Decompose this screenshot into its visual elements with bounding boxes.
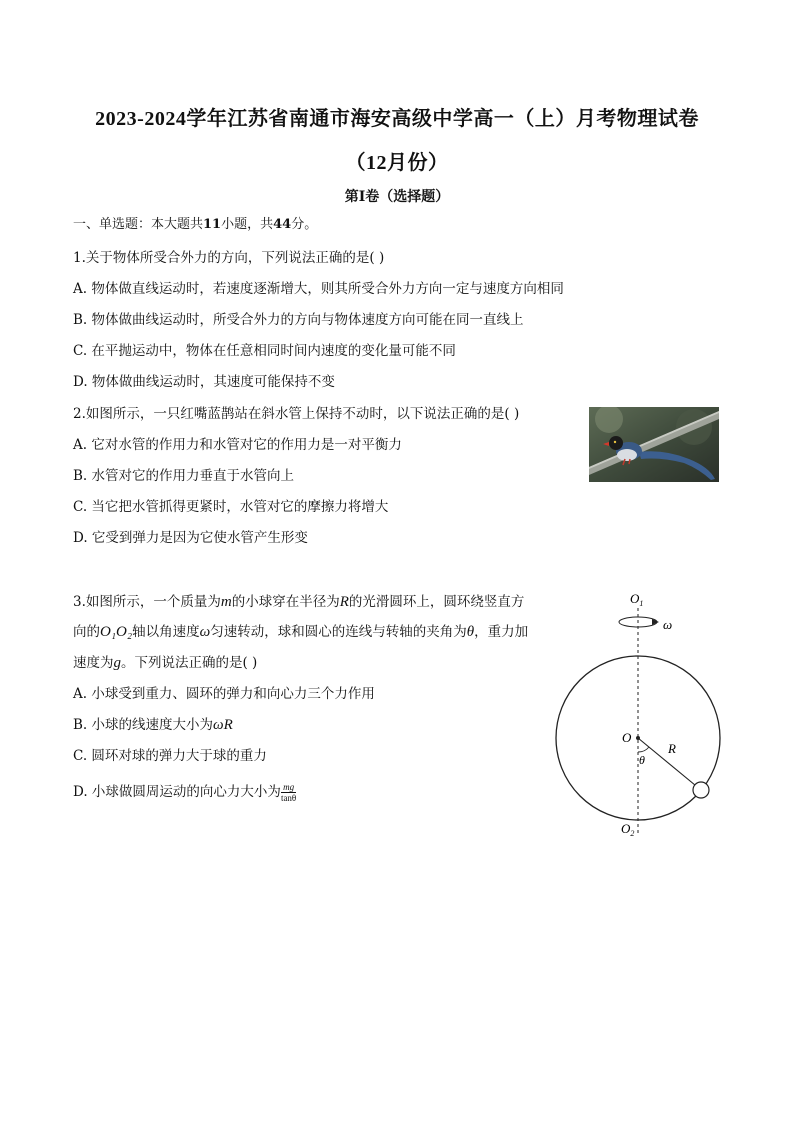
small-ball <box>693 782 709 798</box>
q2-option-a[interactable]: A. 它对水管的作用力和水管对它的作用力是一对平衡力 <box>73 437 402 453</box>
ring-diagram-svg <box>548 586 728 840</box>
label-o1: $O_1$ <box>630 591 644 608</box>
q2-option-c[interactable]: C. 当它把水管抓得更紧时，水管对它的摩擦力将增大 <box>73 499 389 515</box>
label-theta: θ <box>639 753 645 767</box>
center-dot <box>636 736 640 740</box>
q2-option-d[interactable]: D. 它受到弹力是因为它使水管产生形变 <box>73 530 308 546</box>
q1-option-d[interactable]: D. 物体做曲线运动时，其速度可能保持不变 <box>73 374 335 390</box>
q1-option-c[interactable]: C. 在平抛运动中，物体在任意相同时间内速度的变化量可能不同 <box>73 343 456 359</box>
q3-option-c[interactable]: C. 圆环对球的弹力大于球的重力 <box>73 748 267 764</box>
label-r: R <box>668 741 676 756</box>
q1-option-a[interactable]: A. 物体做直线运动时，若速度逐渐增大，则其所受合外力方向一定与速度方向相同 <box>73 281 564 297</box>
label-o: O <box>622 730 632 745</box>
ring-diagram <box>548 586 728 840</box>
label-omega: ω <box>663 617 673 632</box>
bird-on-pipe-photo <box>589 407 719 482</box>
q3-stem-line3: 速度为g。下列说法正确的是( ) <box>73 655 258 671</box>
q2-option-b[interactable]: B. 水管对它的作用力垂直于水管向上 <box>73 468 295 484</box>
q3-option-d[interactable]: D. 小球做圆周运动的向心力大小为 $\frac{mg}{\tan\theta}$ <box>73 782 297 803</box>
fraction-mg-over-tan-theta: $\frac{mg}{\tan\theta}$ <box>280 782 297 803</box>
bird-photo-illustration <box>589 407 719 482</box>
page-title-line1: 2023-2024学年江苏省南通市海安高级中学高一（上）月考物理试卷 <box>95 108 699 130</box>
q3-option-a[interactable]: A. 小球受到重力、圆环的弹力和向心力三个力作用 <box>73 686 375 702</box>
q1-stem: 1.关于物体所受合外力的方向，下列说法正确的是( ) <box>73 250 385 266</box>
part-heading: 第Ⅰ卷（选择题） <box>344 189 450 205</box>
q3-stem-line2: 向的O₁O₂轴以角速度ω匀速转动，球和圆心的连线与转轴的夹角为θ，重力加 <box>73 624 529 640</box>
page-title-line2: （12月份） <box>345 152 449 174</box>
q3-option-b[interactable]: B. 小球的线速度大小为ωR <box>73 717 233 733</box>
section-heading: 一、单选题：本大题共11小题，共44分。 <box>73 217 318 232</box>
q1-option-b[interactable]: B. 物体做曲线运动时，所受合外力的方向与物体速度方向可能在同一直线上 <box>73 312 524 328</box>
q3-stem-line1: 3.如图所示，一个质量为m的小球穿在半径为R的光滑圆环上，圆环绕竖直方 <box>73 594 525 610</box>
label-o2: $O_2$ <box>621 821 635 838</box>
angle-arc <box>638 747 649 752</box>
q2-stem: 2.如图所示，一只红嘴蓝鹊站在斜水管上保持不动时，以下说法正确的是( ) <box>73 406 520 422</box>
